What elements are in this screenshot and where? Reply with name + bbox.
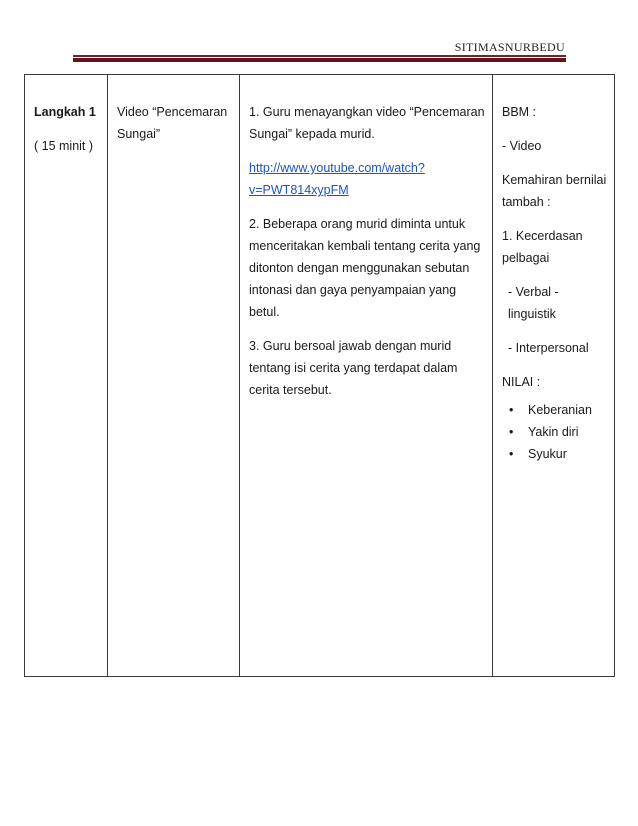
activity-cell	[240, 75, 493, 677]
video-link[interactable]: http://www.youtube.com/watch?v=PWT814xypFM	[249, 161, 425, 197]
header-rule-thick	[73, 58, 566, 62]
table-row	[25, 75, 615, 677]
step-duration: ( 15 minit )	[34, 139, 94, 153]
list-item: • Yakin diri	[502, 421, 607, 443]
skills-label: Kemahiran bernilai tambah :	[502, 173, 607, 209]
lesson-plan-table	[24, 74, 615, 677]
skills-interpersonal: - Interpersonal	[508, 341, 589, 355]
material-title: Video “Pencemaran Sungai”	[117, 105, 228, 141]
step-cell	[25, 75, 108, 677]
bbm-label: BBM :	[502, 105, 537, 119]
notes-cell	[493, 75, 615, 677]
skills-intelligence: 1. Kecerdasan pelbagai	[502, 229, 583, 265]
header-author: SITIMASNURBEDU	[454, 40, 565, 54]
step-label: Langkah 1	[34, 105, 96, 119]
skills-verbal: - Verbal - linguistik	[508, 285, 559, 321]
values-label: NILAI :	[502, 375, 541, 389]
header-rule-thin	[73, 55, 566, 57]
material-cell	[108, 75, 240, 677]
activity-step-2: 2. Beberapa orang murid diminta untuk menceritakan kembali tentang cerita yang ditonton dengan menggunakan sebutan intonasi dan gaya penyampaian yang betul.	[249, 217, 481, 319]
list-item: • Keberanian	[502, 399, 607, 421]
activity-step-1: 1. Guru menayangkan video “Pencemaran Sungai” kepada murid.	[249, 105, 485, 141]
values-list	[502, 399, 607, 465]
bbm-video: - Video	[502, 139, 542, 153]
list-item: • Syukur	[502, 443, 607, 465]
activity-step-3: 3. Guru bersoal jawab dengan murid tentang isi cerita yang terdapat dalam cerita tersebut.	[249, 339, 458, 397]
